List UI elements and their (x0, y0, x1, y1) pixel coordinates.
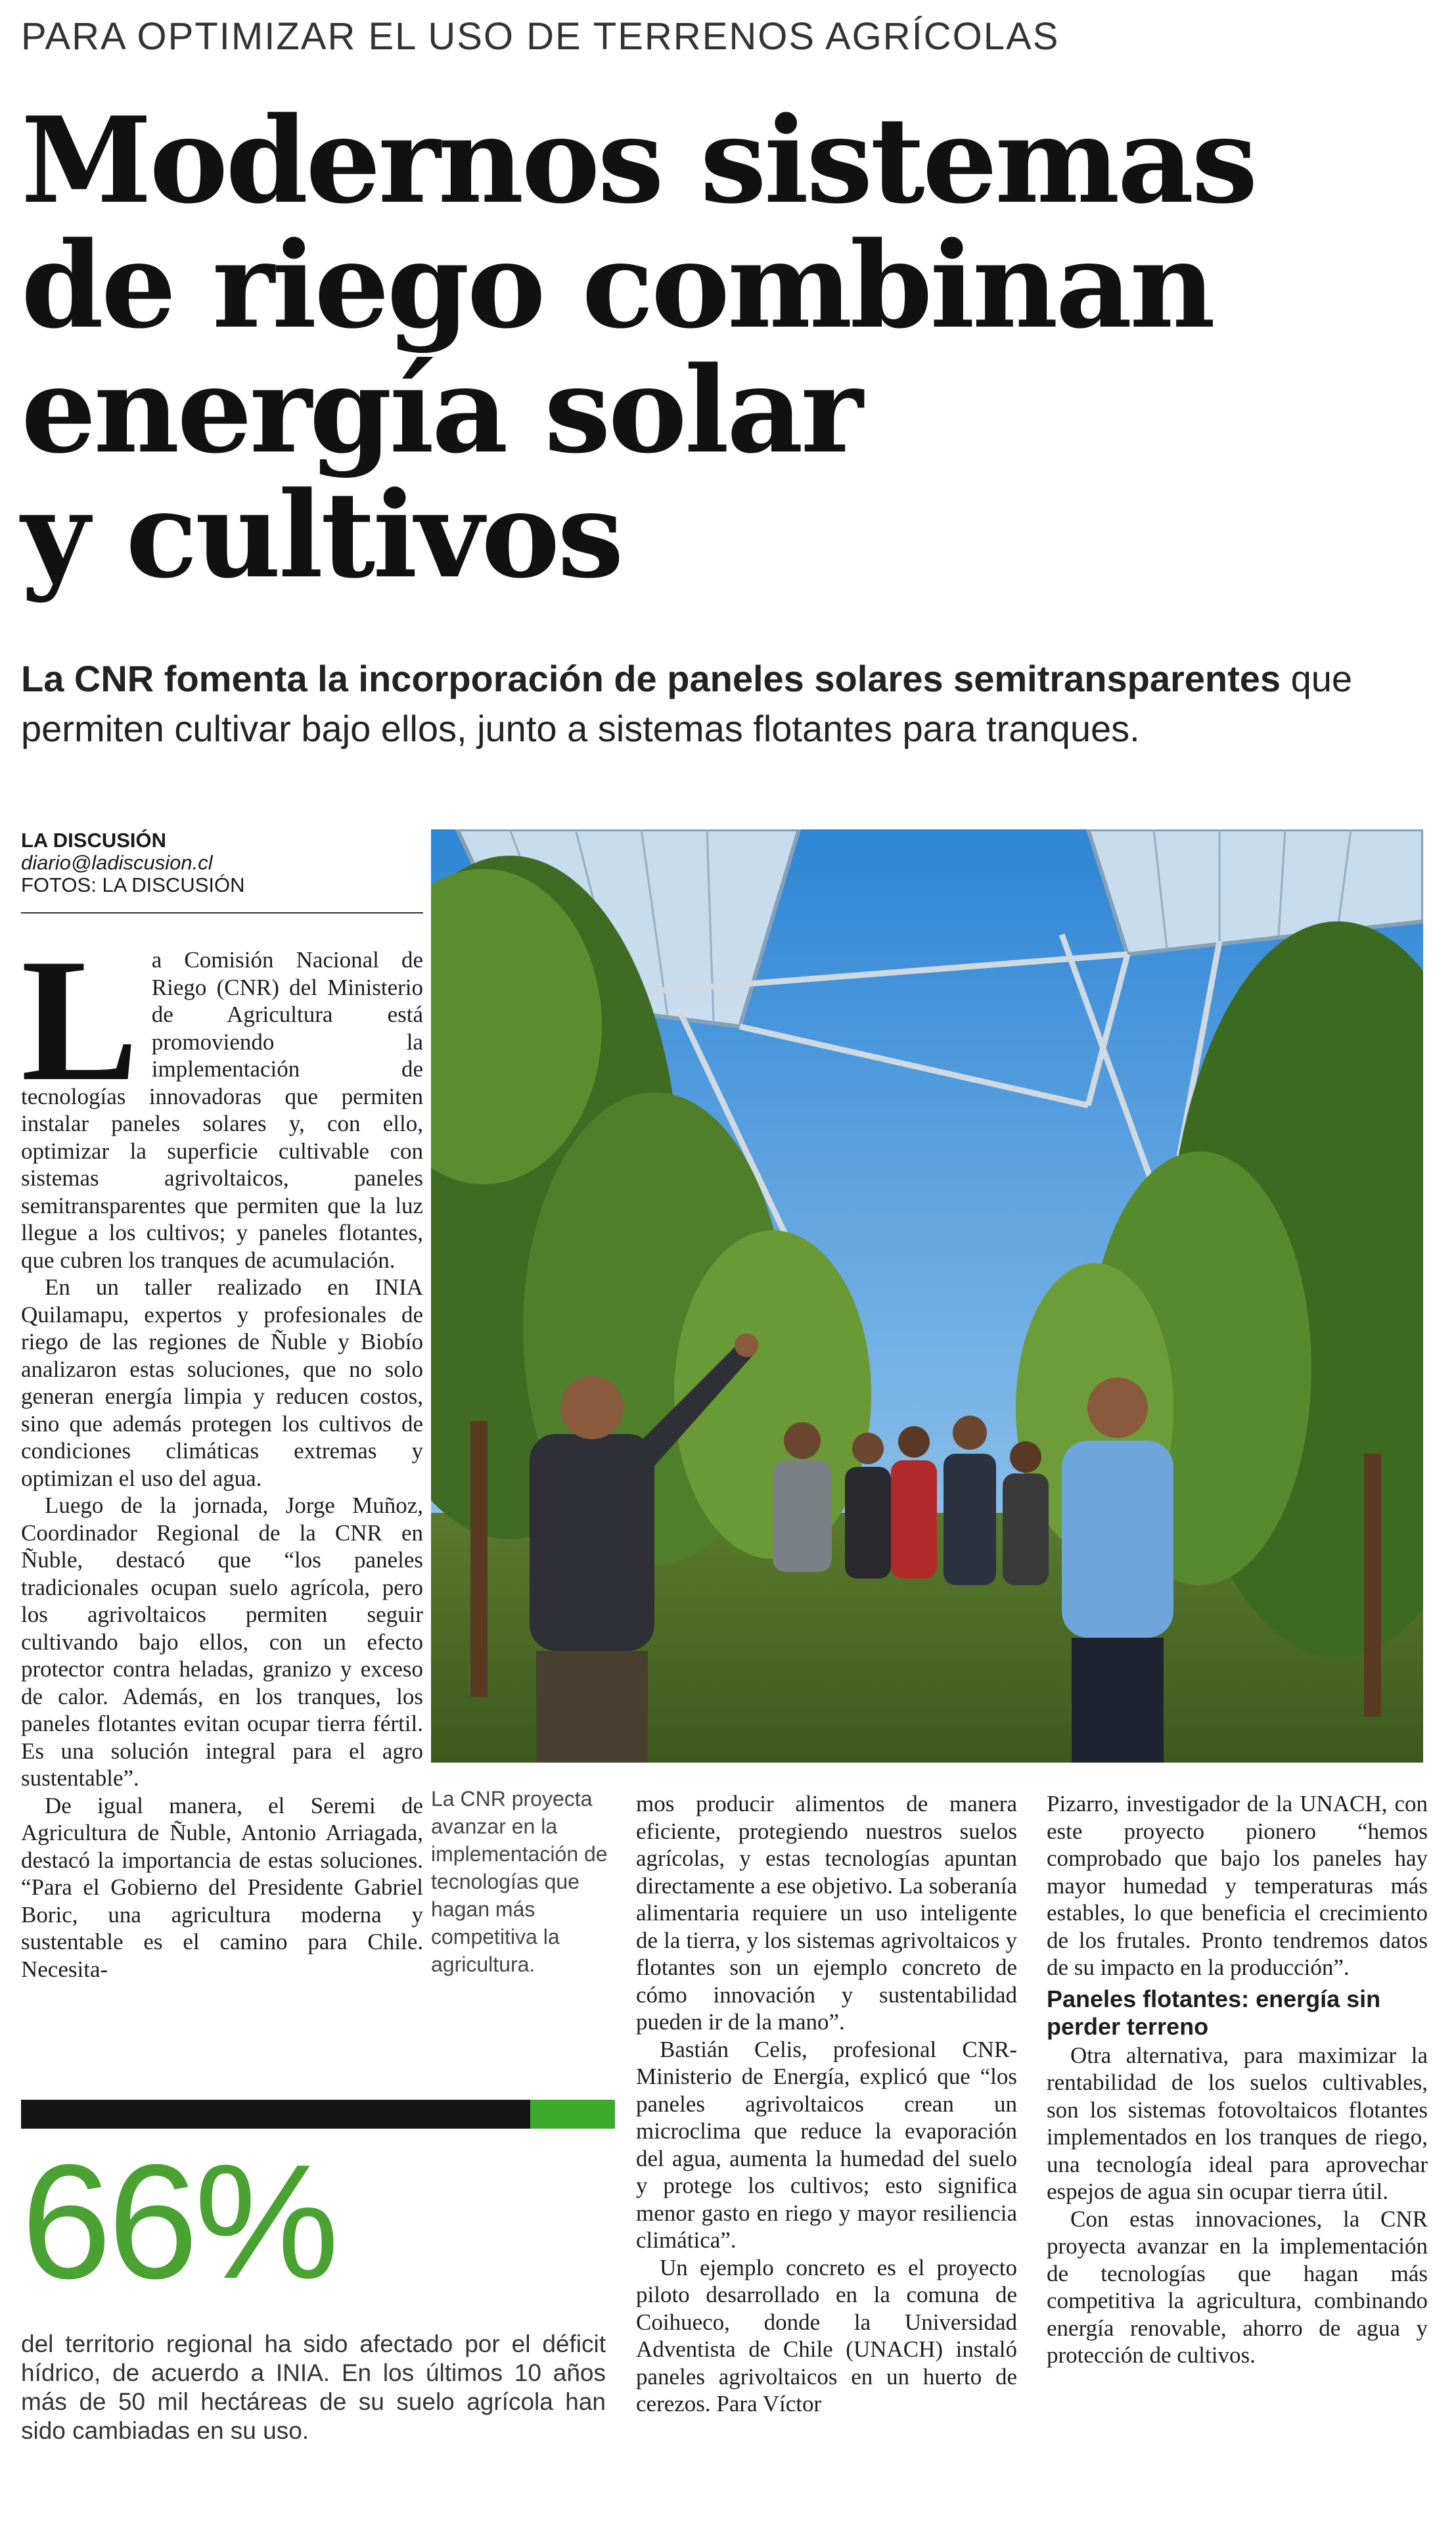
photo-caption: La CNR proyecta avanzar en la implementación de tecnologías que hagan más competitiva la agricultura. (431, 1787, 608, 1976)
stat-accent-bar (21, 2100, 615, 2129)
section-kicker: PARA OPTIMIZAR EL USO DE TERRENOS AGRÍCOLAS (21, 15, 1060, 58)
stat-bar-green (530, 2100, 615, 2129)
headline-line-3: energía solar (21, 341, 861, 480)
headline-line-1: Modernos sistemas (21, 91, 1256, 230)
byline (21, 829, 245, 896)
byline-divider (21, 912, 423, 914)
byline-source: LA DISCUSIÓN (21, 829, 167, 852)
paragraph-9: Otra alternativa, para maximizar la rentabilidad de los suelos cultivables, son los sistemas fotovoltaicos flotantes implementados en los tranques de riego, una tecnología ideal para aprovechar espejos de agua sin ocupar tierra útil. (1047, 2042, 1428, 2204)
byline-email[interactable]: diario@ladiscusion.cl (21, 851, 213, 874)
article-column-2 (636, 1790, 1017, 2418)
byline-photos: FOTOS: LA DISCUSIÓN (21, 873, 245, 896)
drop-cap: L (21, 922, 139, 1117)
orchard-solar-panel-image (431, 829, 1423, 1763)
article-deck (21, 654, 1434, 754)
stat-bar-dark (21, 2100, 530, 2129)
paragraph-6: Bastián Celis, profesional CNR-Ministerio de Energía, explicó que “los paneles agrivoltaicos crean un microclima que reduce la evaporación del agua, aumenta la humedad del suelo y protege los cultivos; esto significa menor gasto en riego y mayor resiliencia climática”. (636, 2036, 1017, 2253)
paragraph-3: Luego de la jornada, Jorge Muñoz, Coordinador Regional de la CNR en Ñuble, destacó que “los paneles tradicionales ocupan suelo agrícola, pero los agrivoltaicos permiten seguir cultivando bajo ellos, con un efecto protector contra heladas, granizo y exceso de calor. Además, en los tranques, los paneles flotantes evitan ocupar tierra fértil. Es una solución integral para el agro sustentable”. (21, 1492, 423, 1791)
headline-line-2: de riego combinan (21, 216, 1214, 355)
article-headline (21, 91, 1434, 605)
paragraph-7: Un ejemplo concreto es el proyecto piloto desarrollado en la comuna de Coihueco, donde la Universidad Adventista de Chile (UNACH) instaló paneles agrivoltaicos en un huerto de cerezos. Para Víctor (636, 2254, 1017, 2417)
stat-number: 66% (21, 2130, 336, 2313)
article-photo (431, 829, 1423, 1763)
article-column-1 (21, 922, 423, 1983)
paragraph-1-text: a Comisión Nacional de Riego (CNR) del Ministerio de Agricultura está promoviendo la implementación de tecnologías innovadoras que permiten instalar paneles solares y, con ello, optimizar la superficie cultivable con sistemas agrivoltaicos, paneles semitransparentes que permiten que la luz llegue a los cultivos; y paneles flotantes, que cubren los tranques de acumulación. (21, 947, 423, 1273)
article-column-3 (1047, 1790, 1428, 2369)
section-subhead: Paneles flotantes: energía sin perder terreno (1047, 1985, 1381, 2040)
deck-rest: que permiten cultivar bajo ellos, junto a sistemas flotantes para tranques. (21, 658, 1353, 749)
paragraph-10: Con estas innovaciones, la CNR proyecta avanzar en la implementación de tecnologías que hagan más competitiva la agricultura, combinando energía renovable, ahorro de agua y protección de cultivos. (1047, 2206, 1428, 2368)
paragraph-5: mos producir alimentos de manera eficiente, protegiendo nuestros suelos agrícolas, y estas tecnologías apuntan directamente a ese objetivo. La soberanía alimentaria requiere un uso inteligente de la tierra, y los sistemas agrivoltaicos y flotantes son un ejemplo concreto de cómo innovación y sustentabilidad pueden ir de la mano”. (636, 1791, 1017, 2035)
paragraph-4: De igual manera, el Seremi de Agricultura de Ñuble, Antonio Arriagada, destacó la importancia de estas soluciones. “Para el Gobierno del Presidente Gabriel Boric, una agricultura moderna y sustentable es el camino para Chile. Necesita- (21, 1792, 423, 1982)
deck-bold: La CNR fomenta la incorporación de paneles solares semitransparentes (21, 658, 1281, 699)
stat-description: del territorio regional ha sido afectado por el déficit hídrico, de acuerdo a INIA. En los últimos 10 años más de 50 mil hectáreas de su suelo agrícola han sido cambiadas en su uso. (21, 2330, 606, 2444)
paragraph-1 (21, 922, 423, 1274)
headline-line-4: y cultivos (21, 466, 622, 605)
paragraph-8: Pizarro, investigador de la UNACH, con este proyecto pionero “hemos comprobado que bajo los paneles hay mayor humedad y temperaturas más estables, lo que beneficia el crecimiento de los frutales. Pronto tendremos datos de su impacto en la producción”. (1047, 1791, 1428, 1980)
paragraph-2: En un taller realizado en INIA Quilamapu, expertos y profesionales de riego de las regiones de Ñuble y Biobío analizaron estas soluciones, que no solo generan energía limpia y reducen costos, sino que además protegen los cultivos de condiciones climáticas extremas y optimizan el uso del agua. (21, 1274, 423, 1491)
